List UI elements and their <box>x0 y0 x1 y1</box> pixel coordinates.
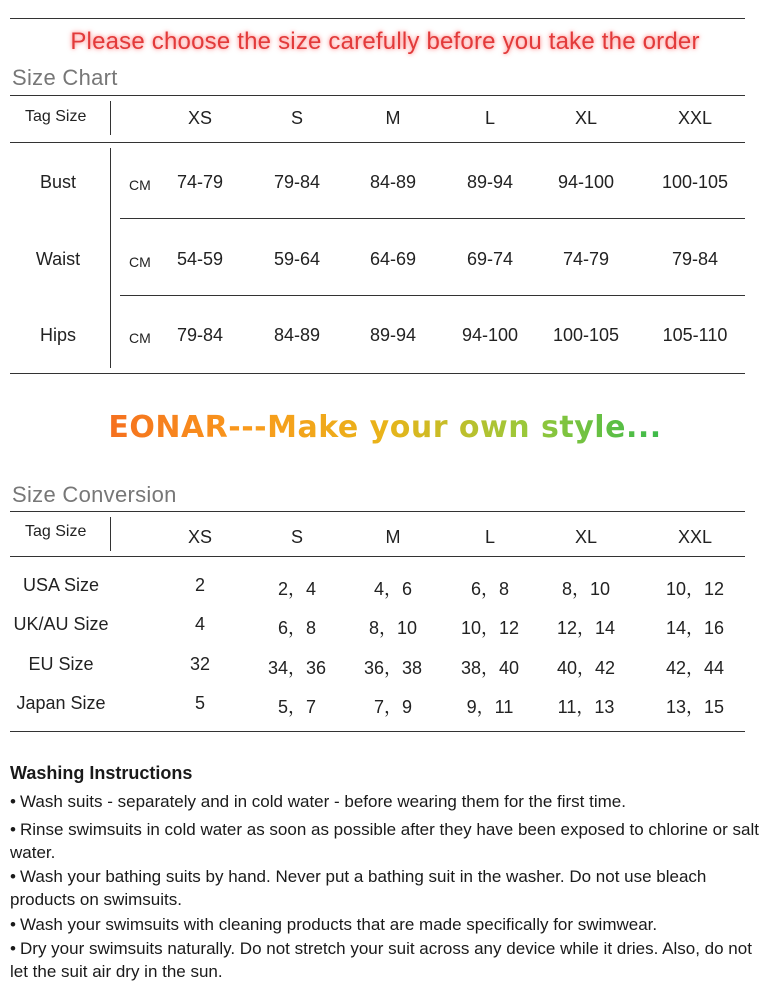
conversion-value: 5 <box>194 693 205 713</box>
size-header-m: M <box>385 108 401 128</box>
washing-instruction-item <box>10 790 760 813</box>
size-conversion-tag-label: Tag Size <box>25 523 87 540</box>
measurement-value: 54-59 <box>176 249 224 269</box>
unit-label: CM <box>129 177 151 193</box>
region-label: Japan Size <box>16 693 106 713</box>
conversion-value: 2，4 <box>277 579 317 599</box>
washing-instruction-text: Wash your swimsuits with cleaning products that are made specifically for swimwear. <box>20 915 658 934</box>
size-header-s: S <box>290 108 303 128</box>
conversion-header-xxl: XXL <box>677 527 713 547</box>
conversion-value: 13，15 <box>665 697 725 717</box>
measurement-value: 89-94 <box>369 325 417 345</box>
conversion-value: 11，13 <box>557 697 615 717</box>
conversion-value: 40，42 <box>556 658 616 678</box>
conversion-value: 6，8 <box>470 579 510 599</box>
size-conversion-bottom-rule <box>10 731 745 732</box>
slogan-text: EONAR---Make your own style... <box>108 410 662 445</box>
conversion-value: 2 <box>194 575 205 595</box>
bullet-icon: • <box>10 939 16 958</box>
unit-label: CM <box>129 330 151 346</box>
size-conversion-header-rule <box>10 556 745 557</box>
size-chart-title: Size Chart <box>12 65 118 90</box>
bullet-icon: • <box>10 867 16 886</box>
conversion-header-l: L <box>484 527 495 547</box>
washing-instruction-text: Rinse swimsuits in cold water as soon as possible after they have been exposed to chlorine or salt water. <box>10 820 759 862</box>
top-divider <box>10 18 745 19</box>
measurement-value: 84-89 <box>369 172 417 192</box>
size-chart-top-rule <box>10 95 745 96</box>
conversion-value: 32 <box>189 654 211 674</box>
bullet-icon: • <box>10 792 16 811</box>
size-chart-header-divider <box>110 101 111 135</box>
washing-instruction-item <box>10 818 760 864</box>
measurement-value: 100-105 <box>552 325 620 345</box>
size-header-l: L <box>484 108 495 128</box>
brand-slogan <box>0 410 770 445</box>
size-conversion-title: Size Conversion <box>12 482 177 507</box>
region-label: USA Size <box>22 575 100 595</box>
conversion-value: 10，12 <box>460 618 520 638</box>
region-label: UK/AU Size <box>13 614 109 634</box>
measurement-value: 84-89 <box>273 325 321 345</box>
size-header-xxl: XXL <box>677 108 713 128</box>
size-chart-tag-label: Tag Size <box>25 108 87 125</box>
size-header-xl: XL <box>574 108 598 128</box>
washing-instruction-text: Dry your swimsuits naturally. Do not stretch your suit across any device while it dries. Also, do not let the suit air dry in the sun. <box>10 939 752 981</box>
measurement-value: 94-100 <box>557 172 615 192</box>
conversion-value: 38，40 <box>460 658 520 678</box>
measurement-value: 79-84 <box>273 172 321 192</box>
conversion-header-xl: XL <box>574 527 598 547</box>
conversion-header-m: M <box>385 527 401 547</box>
measurement-label-bust: Bust <box>39 172 77 192</box>
size-chart-body-divider <box>110 148 111 368</box>
size-chart-bottom-rule <box>10 373 745 374</box>
washing-instruction-item <box>10 913 760 936</box>
conversion-value: 8，10 <box>368 618 418 638</box>
size-chart-row-rule <box>120 218 745 219</box>
conversion-value: 34，36 <box>267 658 327 678</box>
size-conversion-top-rule <box>10 511 745 512</box>
size-conversion-header-divider <box>110 517 111 551</box>
bullet-icon: • <box>10 820 16 839</box>
conversion-value: 5，7 <box>277 697 317 717</box>
measurement-value: 79-84 <box>671 249 719 269</box>
size-warning-banner: Please choose the size carefully before you take the order <box>70 28 700 55</box>
conversion-value: 7，9 <box>373 697 413 717</box>
conversion-value: 4，6 <box>373 579 413 599</box>
conversion-value: 9，11 <box>466 697 514 717</box>
measurement-label-hips: Hips <box>39 325 76 345</box>
conversion-header-xs: XS <box>187 527 212 547</box>
conversion-value: 14，16 <box>665 618 725 638</box>
washing-instruction-item <box>10 937 760 983</box>
conversion-value: 8，10 <box>561 579 611 599</box>
measurement-value: 89-94 <box>466 172 514 192</box>
measurement-value: 64-69 <box>369 249 417 269</box>
washing-instruction-text: Wash your bathing suits by hand. Never put a bathing suit in the washer. Do not use bleach products on swimsuits. <box>10 867 707 909</box>
measurement-value: 94-100 <box>461 325 519 345</box>
measurement-value: 79-84 <box>176 325 224 345</box>
size-chart-header-rule <box>10 142 745 143</box>
conversion-value: 12，14 <box>556 618 616 638</box>
measurement-label-waist: Waist <box>35 249 81 269</box>
size-header-xs: XS <box>187 108 212 128</box>
measurement-value: 100-105 <box>661 172 729 192</box>
unit-label: CM <box>129 254 151 270</box>
size-chart-row-rule <box>120 295 745 296</box>
measurement-value: 59-64 <box>273 249 321 269</box>
conversion-value: 6，8 <box>277 618 317 638</box>
conversion-value: 10，12 <box>665 579 725 599</box>
washing-instructions-title: Washing Instructions <box>10 763 193 783</box>
measurement-value: 74-79 <box>176 172 224 192</box>
measurement-value: 74-79 <box>562 249 610 269</box>
conversion-value: 42，44 <box>665 658 725 678</box>
bullet-icon: • <box>10 915 16 934</box>
conversion-value: 36，38 <box>363 658 423 678</box>
measurement-value: 105-110 <box>662 325 728 345</box>
conversion-header-s: S <box>290 527 303 547</box>
measurement-value: 69-74 <box>466 249 514 269</box>
region-label: EU Size <box>28 654 94 674</box>
conversion-value: 4 <box>194 614 205 634</box>
washing-instruction-text: Wash suits - separately and in cold water - before wearing them for the first time. <box>20 792 626 811</box>
washing-instruction-item <box>10 865 760 911</box>
